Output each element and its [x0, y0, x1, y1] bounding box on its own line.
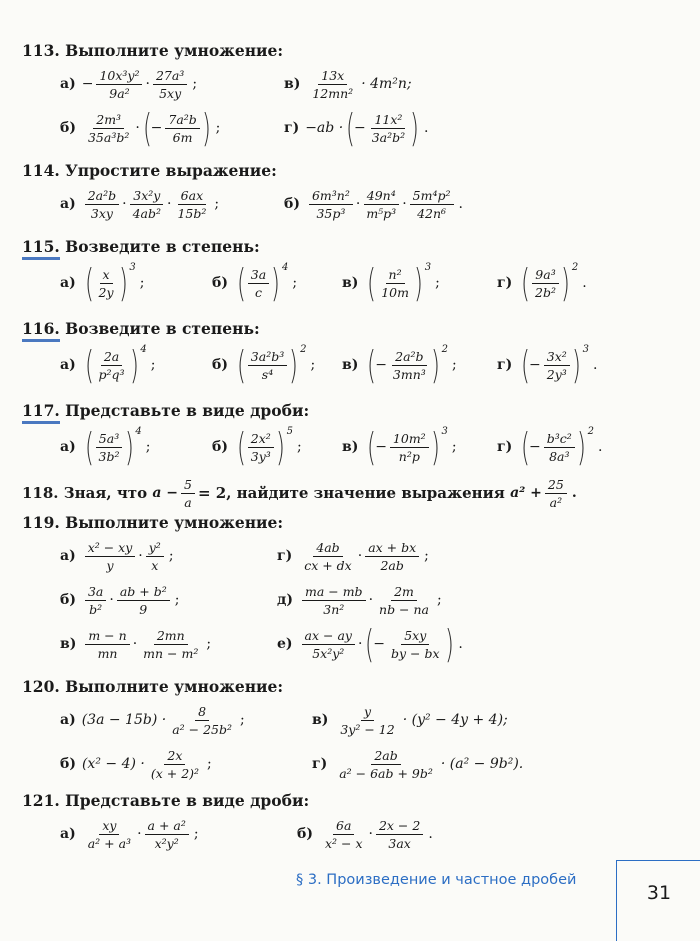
- item-119-e: е) ax − ay 5x²y² · ( − $\frac{5xy}{by - bx}$ ) .: [277, 622, 463, 666]
- page-number: 31: [646, 882, 672, 904]
- item-119-b: б) 3a b² · ab + b² 9 ;: [60, 583, 180, 617]
- item-116-v: в) ( − $\frac{\text{2a²b}}{\text{3mn³}}$ ) 2 ;: [342, 343, 457, 387]
- exercise-number: 117.: [22, 401, 60, 424]
- item-117-a: а) ( 5a³ 3b² ) 4 ;: [60, 425, 151, 469]
- item-119-g: г) 4ab cx + dx · ax + bx 2ab ;: [277, 539, 429, 573]
- exercise-119: 119. Выполните умножение: а) x² − xy y · y² x ; г) 4ab cx + dx · ax + bx 2ab ; б) 3a b² · ab + b² 9 ; д) ma − mb 3n² · 2m nb − na ; в) m − n mn · 2mn mn − m² ; е) ax − ay 5x²y² · ( − $\frac{5xy}{by - bx}$ ) .: [22, 513, 463, 666]
- exercise-number: 113.: [22, 41, 60, 60]
- item-116-b: б) ( 3a²b³ s⁴ ) 2 ;: [212, 343, 316, 387]
- item-116-g: г) ( − $\frac{\text{3x²}}{\text{2y³}}$ ) 3 .: [497, 343, 598, 387]
- item-120-b: б) (x² − 4) · 2x (x + 2)² ;: [60, 747, 212, 781]
- item-119-d: д) ma − mb 3n² · 2m nb − na ;: [277, 583, 442, 617]
- item-120-g: г) 2ab a² − 6ab + 9b² · (a² − 9b²).: [312, 747, 524, 781]
- exercise-number: 115.: [22, 237, 60, 260]
- item-120-v: в) y 3y² − 12 · (y² − 4y + 4);: [312, 703, 508, 737]
- exercise-number: 118.: [22, 484, 59, 502]
- exercise-title: Выполните умножение:: [65, 41, 284, 60]
- item-117-g: г) ( − $\frac{\text{b³c²}}{\text{8a³}}$ ) 2 .: [497, 425, 603, 469]
- item-115-b: б) ( 3a c ) 4 ;: [212, 261, 298, 305]
- exercise-116: 116. Возведите в степень: а) ( 2a p²q³ ) 4 ; б) ( 3a²b³ s⁴ ) 2 ; в) ( − $\frac{\text{2a²b}}{\text{3mn³}}$ ) 2 ; г) ( − $\frac{\text{3x²}}{\text{2y³}}$ ) 3 .: [22, 318, 260, 390]
- exercise-heading: [22, 40, 283, 62]
- exercise-117: 117. Представьте в виде дроби: а) ( 5a³ 3b² ) 4 ; б) ( 2x² 3y³ ) 5 ; в) ( − $\frac{\text{10m²}}{\text{n²p}}$ ) 3 ; г) ( − $\frac{\text{b³c²}}{\text{8a³}}$ ) 2 .: [22, 400, 309, 472]
- exercise-115: 115. Возведите в степень: а) ( x 2y ) 3 ; б) ( 3a c ) 4 ; в) ( n² 10m ) 3 ; г) ( 9a³ 2b² ) 2 .: [22, 236, 260, 308]
- exercise-118: 118. Зная, что a − $\frac{5}{a}$ = 2, найдите значение выражения a² + $\frac{25}{\text{a²}}$ .: [22, 476, 577, 510]
- item-119-v: в) m − n mn · 2mn mn − m² ;: [60, 627, 212, 661]
- item-120-a: а) (3a − 15b) · 8 a² − 25b² ;: [60, 703, 245, 737]
- page-number-box: [616, 860, 700, 941]
- item-116-a: а) ( 2a p²q³ ) 4 ;: [60, 343, 156, 387]
- exercise-113: [22, 40, 429, 150]
- item-115-v: в) ( n² 10m ) 3 ;: [342, 261, 440, 305]
- exercise-heading: 114. Упростите выражение:: [22, 161, 277, 180]
- item-115-g: г) ( 9a³ 2b² ) 2 .: [497, 261, 587, 305]
- item-114-b: б) 6m³n² 35p³ · 49n⁴ m⁵p³ · 5m⁴p² 42n⁶ .: [284, 187, 463, 221]
- item-117-b: б) ( 2x² 3y³ ) 5 ;: [212, 425, 302, 469]
- exercise-121: 121. Представьте в виде дроби: а) xy a² + a³ · a + a² x²y² ; б) 6a x² − x · 2x − 2 3ax .: [22, 790, 309, 856]
- item-121-b: б) 6a x² − x · 2x − 2 3ax .: [297, 817, 433, 851]
- item-113-g: г) −ab · ( − $\frac{\text{11x²}}{\text{3a²b²}}$ ) .: [284, 106, 429, 150]
- item-121-a: а) xy a² + a³ · a + a² x²y² ;: [60, 817, 199, 851]
- section-title: § 3. Произведение и частное дробей: [296, 872, 577, 888]
- exercise-120: 120. Выполните умножение: а) (3a − 15b) · 8 a² − 25b² ; в) y 3y² − 12 · (y² − 4y + 4); б) (x² − 4) · 2x (x + 2)² ; г) 2ab a² − 6ab + 9b² · (a² − 9b²).: [22, 676, 283, 786]
- exercise-114: [22, 160, 463, 226]
- item-113-b: б) 2m³ 35a³b² · ( − $\frac{\text{7a²b}}{6m}$ ) ;: [60, 106, 221, 150]
- item-117-v: в) ( − $\frac{\text{10m²}}{\text{n²p}}$ ) 3 ;: [342, 425, 457, 469]
- item-115-a: а) ( x 2y ) 3 ;: [60, 261, 145, 305]
- item-114-a: а) 2a²b 3xy · 3x²y 4ab² · 6ax 15b² ;: [60, 187, 220, 221]
- item-113-a: а) − $\frac{\text{10x³y²}}{\text{9a²}}$ · 27a³ 5xy ;: [60, 67, 198, 101]
- item-113-v: в) 13x 12mn² · 4m²n;: [284, 67, 412, 101]
- item-119-a: а) x² − xy y · y² x ;: [60, 539, 174, 573]
- exercise-number: 116.: [22, 319, 60, 342]
